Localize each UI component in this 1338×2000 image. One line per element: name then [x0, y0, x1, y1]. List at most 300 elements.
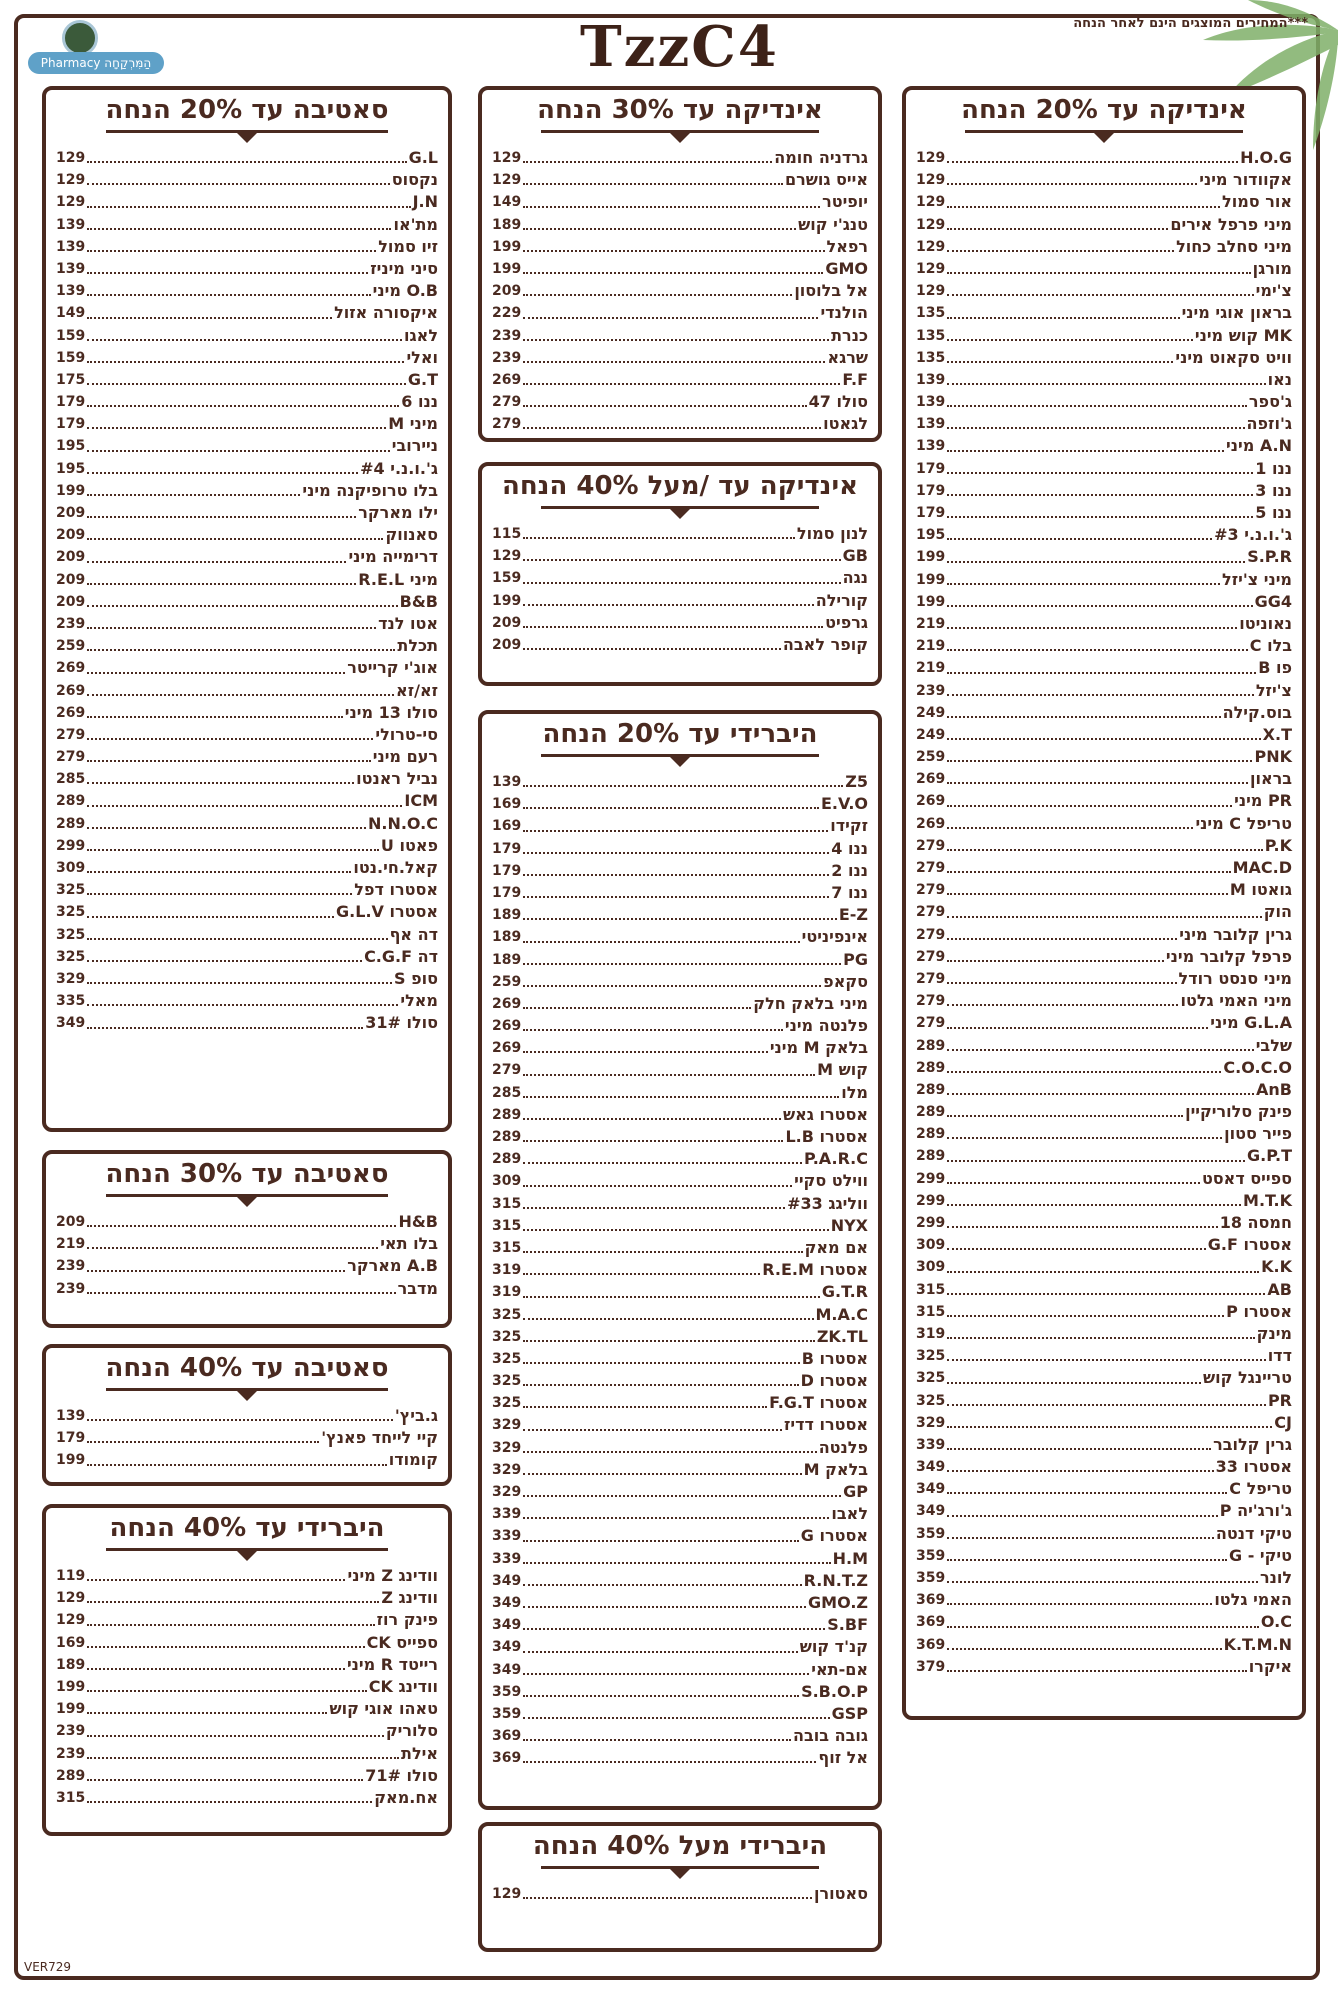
leader-dots: [523, 1348, 799, 1364]
product-name: פייר סטון: [1224, 1124, 1292, 1144]
list-item: [56, 901, 438, 923]
list-item: [916, 1035, 1292, 1057]
product-name: ננו 1: [1255, 458, 1292, 478]
product-name: פו B: [1258, 658, 1292, 678]
list-item: [56, 1787, 438, 1809]
product-price: 179: [492, 884, 522, 901]
list-item: [916, 1279, 1292, 1301]
price-list: [482, 509, 878, 656]
product-price: 299: [916, 1192, 946, 1209]
list-item: [56, 480, 438, 502]
product-name: דרימייה מיני: [348, 547, 438, 567]
leader-dots: [947, 502, 1253, 518]
list-item: [492, 1503, 868, 1525]
leader-dots: [523, 191, 820, 207]
product-price: 129: [916, 194, 946, 211]
list-item: [916, 680, 1292, 702]
list-item: [492, 949, 868, 971]
product-price: 349: [492, 1661, 522, 1678]
list-item: [492, 1348, 868, 1370]
product-name: טיקי - G: [1229, 1545, 1292, 1565]
product-name: האמי גלטו: [1214, 1590, 1292, 1610]
product-price: 269: [56, 704, 86, 721]
product-name: PR: [1267, 1390, 1292, 1410]
leader-dots: [947, 302, 1179, 318]
leader-dots: [947, 1367, 1201, 1383]
product-price: 129: [916, 283, 946, 300]
product-price: 119: [56, 1568, 86, 1584]
leader-dots: [947, 458, 1253, 474]
list-item: [916, 702, 1292, 724]
leader-dots: [523, 904, 837, 920]
list-item: [56, 258, 438, 280]
leader-dots: [523, 347, 825, 363]
product-name: ג'וזפה: [1246, 414, 1292, 434]
list-item: [916, 502, 1292, 524]
leader-dots: [523, 1703, 829, 1719]
list-item: [916, 1190, 1292, 1212]
leader-dots: [87, 1565, 345, 1581]
leader-dots: [523, 971, 821, 987]
section-divider: [106, 1548, 387, 1551]
leader-dots: [947, 1500, 1218, 1516]
list-item: [56, 990, 438, 1012]
leader-dots: [523, 236, 824, 252]
product-name: אסטרו P: [1226, 1301, 1292, 1321]
product-name: וודינג Z: [381, 1588, 438, 1608]
list-item: [916, 1456, 1292, 1478]
product-name: אסטרו גאש: [782, 1104, 868, 1124]
product-price: 169: [492, 796, 522, 813]
section-sativa-20: [42, 86, 452, 1132]
list-item: [56, 502, 438, 524]
product-price: 325: [492, 1350, 522, 1367]
product-price: 369: [916, 1636, 946, 1653]
product-name: צ'יזל: [1255, 680, 1292, 700]
leader-dots: [947, 169, 1197, 185]
product-price: 329: [56, 970, 86, 987]
product-name: אסטרו L.B: [785, 1127, 868, 1146]
product-name: גרין קלובר מיני: [1179, 924, 1292, 944]
product-price: 195: [916, 527, 946, 544]
list-item: [916, 1567, 1292, 1589]
list-item: [492, 1082, 868, 1104]
list-item: [492, 634, 868, 656]
product-name: טנג'י קוש: [798, 214, 868, 234]
product-price: 129: [916, 216, 946, 233]
product-name: אטו לנד: [378, 613, 438, 633]
list-item: [916, 1390, 1292, 1412]
list-item: [56, 790, 438, 812]
leader-dots: [947, 724, 1260, 740]
product-price: 279: [56, 726, 86, 743]
list-item: [492, 1193, 868, 1215]
product-name: אייס גושרם: [784, 170, 868, 190]
list-item: [56, 1698, 438, 1720]
leader-dots: [87, 524, 383, 540]
leader-dots: [87, 768, 354, 784]
leader-dots: [523, 258, 823, 274]
leader-dots: [87, 302, 332, 318]
product-name: קורילה: [815, 590, 868, 610]
list-item: [916, 990, 1292, 1012]
list-item: [492, 391, 868, 413]
section-hybrid-20: [478, 710, 882, 1810]
leader-dots: [87, 1255, 345, 1271]
list-item: [916, 1256, 1292, 1278]
product-price: 359: [492, 1683, 522, 1700]
leader-dots: [947, 191, 1220, 207]
product-name: F.F: [842, 369, 868, 389]
leader-dots: [947, 435, 1224, 451]
product-price: 239: [56, 1745, 86, 1762]
product-price: 339: [916, 1436, 946, 1453]
product-price: 289: [916, 1081, 946, 1098]
product-name: אח.מאק: [374, 1787, 438, 1807]
list-item: [56, 147, 438, 169]
list-item: [916, 236, 1292, 258]
list-item: [492, 815, 868, 837]
list-item: [492, 1259, 868, 1281]
leader-dots: [947, 1545, 1227, 1561]
product-price: 239: [492, 349, 522, 366]
product-price: 259: [492, 973, 522, 990]
list-item: [916, 613, 1292, 635]
product-name: וויט סקאוט מיני: [1175, 347, 1292, 367]
product-name: PNK: [1254, 747, 1292, 767]
product-name: P.A.R.C: [803, 1149, 868, 1169]
product-name: בראון אוגי מיני: [1181, 303, 1292, 323]
list-item: [56, 524, 438, 546]
list-item: [916, 347, 1292, 369]
leader-dots: [947, 1079, 1254, 1095]
product-name: שרגא: [827, 347, 868, 367]
product-price: 369: [916, 1592, 946, 1609]
price-list: [46, 133, 448, 1035]
product-price: 129: [916, 260, 946, 277]
product-name: AB: [1267, 1279, 1292, 1299]
product-name: זא/זא: [396, 680, 438, 700]
product-price: 209: [492, 614, 522, 631]
product-price: 279: [916, 882, 946, 899]
list-item: [916, 391, 1292, 413]
section-divider: [965, 130, 1242, 133]
leader-dots: [523, 1037, 768, 1053]
product-name: H.M: [832, 1548, 868, 1568]
product-price: 199: [916, 571, 946, 588]
product-name: ווילט סקיי: [794, 1171, 868, 1191]
list-item: [492, 280, 868, 302]
leader-dots: [87, 480, 300, 496]
leader-dots: [523, 1592, 806, 1608]
list-item: [492, 1126, 868, 1148]
product-name: GG4: [1254, 591, 1292, 611]
product-price: 129: [56, 194, 86, 211]
list-item: [916, 480, 1292, 502]
product-price: 239: [56, 615, 86, 632]
product-price: 309: [56, 860, 86, 876]
product-name: וודינג CK: [368, 1676, 438, 1696]
leader-dots: [87, 1787, 372, 1803]
product-name: שלבי: [1255, 1035, 1292, 1055]
product-name: דדו: [1267, 1346, 1292, 1366]
leader-dots: [523, 926, 799, 942]
leader-dots: [87, 1720, 384, 1736]
list-item: [56, 1449, 438, 1471]
leader-dots: [947, 1611, 1259, 1627]
product-name: ווליגג #33: [787, 1193, 868, 1213]
list-item: [916, 968, 1292, 990]
product-name: גרפיט: [825, 612, 868, 632]
leader-dots: [523, 1883, 812, 1899]
list-item: [56, 302, 438, 324]
product-price: 289: [916, 1148, 946, 1165]
product-price: 209: [56, 527, 86, 544]
leader-dots: [947, 946, 1164, 962]
leader-dots: [947, 1301, 1224, 1317]
leader-dots: [523, 1304, 813, 1320]
product-price: 315: [492, 1239, 522, 1256]
product-name: אסטרו דפל: [354, 880, 438, 900]
leader-dots: [523, 523, 795, 539]
list-item: [492, 1525, 868, 1547]
product-name: נביל ראנטו: [356, 769, 438, 789]
product-price: 325: [916, 1370, 946, 1387]
product-price: 289: [56, 793, 86, 810]
product-price: 195: [56, 460, 86, 477]
product-name: אסטרו G.F: [1207, 1235, 1292, 1255]
price-list: [46, 1391, 448, 1472]
product-name: אם מאק: [804, 1237, 868, 1257]
list-item: [916, 924, 1292, 946]
list-item: [916, 635, 1292, 657]
product-name: אל זוף: [818, 1748, 868, 1768]
list-item: [916, 1168, 1292, 1190]
leader-dots: [523, 815, 828, 831]
list-item: [916, 1323, 1292, 1345]
product-price: 189: [492, 216, 522, 233]
list-item: [56, 191, 438, 213]
product-price: 289: [916, 1037, 946, 1054]
list-item: [492, 325, 868, 347]
product-price: 219: [56, 1236, 86, 1253]
product-name: NYX: [830, 1215, 868, 1235]
product-price: 199: [916, 593, 946, 610]
product-name: לגאטו: [823, 414, 868, 434]
product-name: G.L: [408, 148, 438, 167]
product-price: 259: [56, 638, 86, 655]
product-price: 209: [56, 505, 86, 521]
product-name: G.L.A מיני: [1210, 1013, 1292, 1033]
list-item: [56, 724, 438, 746]
leader-dots: [947, 1035, 1253, 1051]
leader-dots: [523, 1370, 798, 1386]
list-item: [492, 1037, 868, 1059]
product-name: קאל.חי.נטו: [353, 858, 438, 877]
leader-dots: [523, 993, 751, 1009]
product-price: 129: [56, 150, 86, 166]
product-price: 325: [916, 1348, 946, 1365]
leader-dots: [523, 1126, 783, 1142]
product-price: 339: [492, 1528, 522, 1545]
product-price: 289: [56, 815, 86, 832]
leader-dots: [87, 458, 358, 474]
leader-dots: [87, 347, 404, 363]
list-item: [56, 835, 438, 857]
leader-dots: [947, 480, 1253, 496]
leader-dots: [87, 214, 391, 230]
list-item: [56, 613, 438, 635]
list-item: [492, 793, 868, 815]
leader-dots: [947, 1101, 1183, 1117]
list-item: [492, 1392, 868, 1414]
leader-dots: [523, 838, 829, 854]
product-name: ננו 2: [831, 860, 868, 880]
list-item: [492, 971, 868, 993]
leader-dots: [523, 1237, 802, 1253]
product-name: E.V.O: [820, 794, 868, 814]
leader-dots: [87, 1743, 399, 1759]
list-item: [492, 612, 868, 634]
product-name: גובה בובה: [793, 1726, 868, 1746]
product-name: לאבו: [831, 1504, 868, 1524]
pharmacy-emblem-icon: [62, 20, 98, 56]
leader-dots: [523, 567, 840, 583]
product-price: 379: [916, 1658, 946, 1675]
product-price: 209: [492, 283, 522, 300]
section-indica-40: [478, 462, 882, 686]
product-name: טריפל C: [1229, 1479, 1292, 1499]
list-item: [492, 1548, 868, 1570]
product-name: לנון סמול: [796, 524, 868, 543]
product-name: נגה: [842, 568, 868, 588]
product-price: 139: [492, 774, 522, 790]
list-item: [56, 435, 438, 457]
leader-dots: [947, 1390, 1266, 1406]
list-item: [56, 369, 438, 391]
product-price: 169: [56, 1634, 86, 1651]
product-price: 159: [56, 327, 86, 344]
product-price: 289: [916, 1104, 946, 1121]
section-divider: [541, 754, 818, 757]
product-name: חמסה 18: [1219, 1213, 1292, 1232]
product-price: 135: [916, 349, 946, 366]
product-name: מאלי: [400, 991, 438, 1011]
leader-dots: [87, 1698, 327, 1714]
product-name: ספייס דאסט: [1201, 1168, 1292, 1188]
list-item: [492, 236, 868, 258]
product-name: H&B: [398, 1212, 438, 1231]
leader-dots: [523, 1636, 797, 1652]
product-name: בלו C: [1249, 636, 1292, 656]
list-item: [492, 1636, 868, 1658]
product-name: S.P.R: [1247, 547, 1292, 567]
leader-dots: [947, 546, 1245, 562]
product-name: אסטרו G: [800, 1526, 868, 1546]
product-name: רפאל: [826, 236, 868, 256]
list-item: [56, 857, 438, 879]
leader-dots: [947, 1279, 1265, 1295]
product-name: ננו 5: [1255, 503, 1292, 522]
list-item: [56, 635, 438, 657]
product-price: 135: [916, 327, 946, 344]
product-price: 289: [492, 1129, 522, 1145]
product-name: B&B: [399, 591, 438, 611]
leader-dots: [523, 391, 806, 407]
section-title: אינדיקה עד /מעל 40% הנחה: [501, 471, 859, 501]
list-item: [916, 280, 1292, 302]
product-name: ג'.ו.נ.י #3: [1214, 525, 1292, 545]
product-price: 229: [492, 305, 522, 322]
product-name: טיקי דנטה: [1215, 1523, 1292, 1543]
brand-title: TzzC4: [580, 14, 779, 80]
product-name: קנ'ד קוש: [799, 1637, 868, 1657]
leader-dots: [523, 1548, 830, 1564]
product-price: 219: [916, 660, 946, 677]
product-price: 325: [56, 948, 86, 965]
list-item: [56, 702, 438, 724]
product-price: 135: [916, 305, 946, 322]
product-name: כנרת: [831, 325, 868, 345]
leader-dots: [523, 1326, 815, 1342]
list-item: [916, 1123, 1292, 1145]
product-name: מת'או: [393, 214, 438, 234]
leader-dots: [947, 1634, 1221, 1650]
list-item: [56, 1632, 438, 1654]
list-item: [56, 1654, 438, 1676]
product-name: GMO: [825, 258, 868, 278]
list-item: [916, 1345, 1292, 1367]
product-name: מיני M: [388, 414, 438, 434]
product-price: 239: [56, 1280, 86, 1297]
product-name: קופר לאבה: [782, 634, 868, 654]
list-item: [492, 1148, 868, 1170]
product-name: סאטורן: [813, 1884, 868, 1903]
leader-dots: [947, 1567, 1258, 1583]
product-price: 329: [492, 1461, 522, 1478]
product-price: 149: [492, 194, 522, 211]
product-price: 139: [916, 438, 946, 455]
leader-dots: [523, 860, 829, 876]
product-price: 269: [492, 995, 522, 1012]
list-item: [916, 1057, 1292, 1079]
product-price: 199: [56, 1452, 86, 1469]
list-item: [492, 169, 868, 191]
leader-dots: [947, 968, 1176, 984]
list-item: [56, 413, 438, 435]
leader-dots: [87, 1587, 379, 1603]
section-hybrid-40: [42, 1504, 452, 1836]
leader-dots: [947, 236, 1174, 252]
product-name: Z5: [845, 772, 868, 791]
list-item: [56, 1405, 438, 1427]
product-price: 269: [492, 1018, 522, 1035]
list-item: [916, 258, 1292, 280]
product-name: אקוודור מיני: [1199, 170, 1292, 190]
leader-dots: [87, 901, 334, 917]
product-name: פלנטה מיני: [784, 1016, 868, 1036]
list-item: [916, 768, 1292, 790]
product-price: 325: [56, 882, 86, 899]
product-name: G.T.R: [821, 1282, 868, 1302]
list-item: [916, 1611, 1292, 1633]
product-price: 199: [56, 482, 86, 499]
product-price: 279: [916, 993, 946, 1010]
product-price: 259: [916, 749, 946, 766]
product-price: 349: [492, 1572, 522, 1589]
product-name: נאוניטו: [1239, 613, 1292, 633]
product-name: ואלי: [406, 347, 438, 367]
